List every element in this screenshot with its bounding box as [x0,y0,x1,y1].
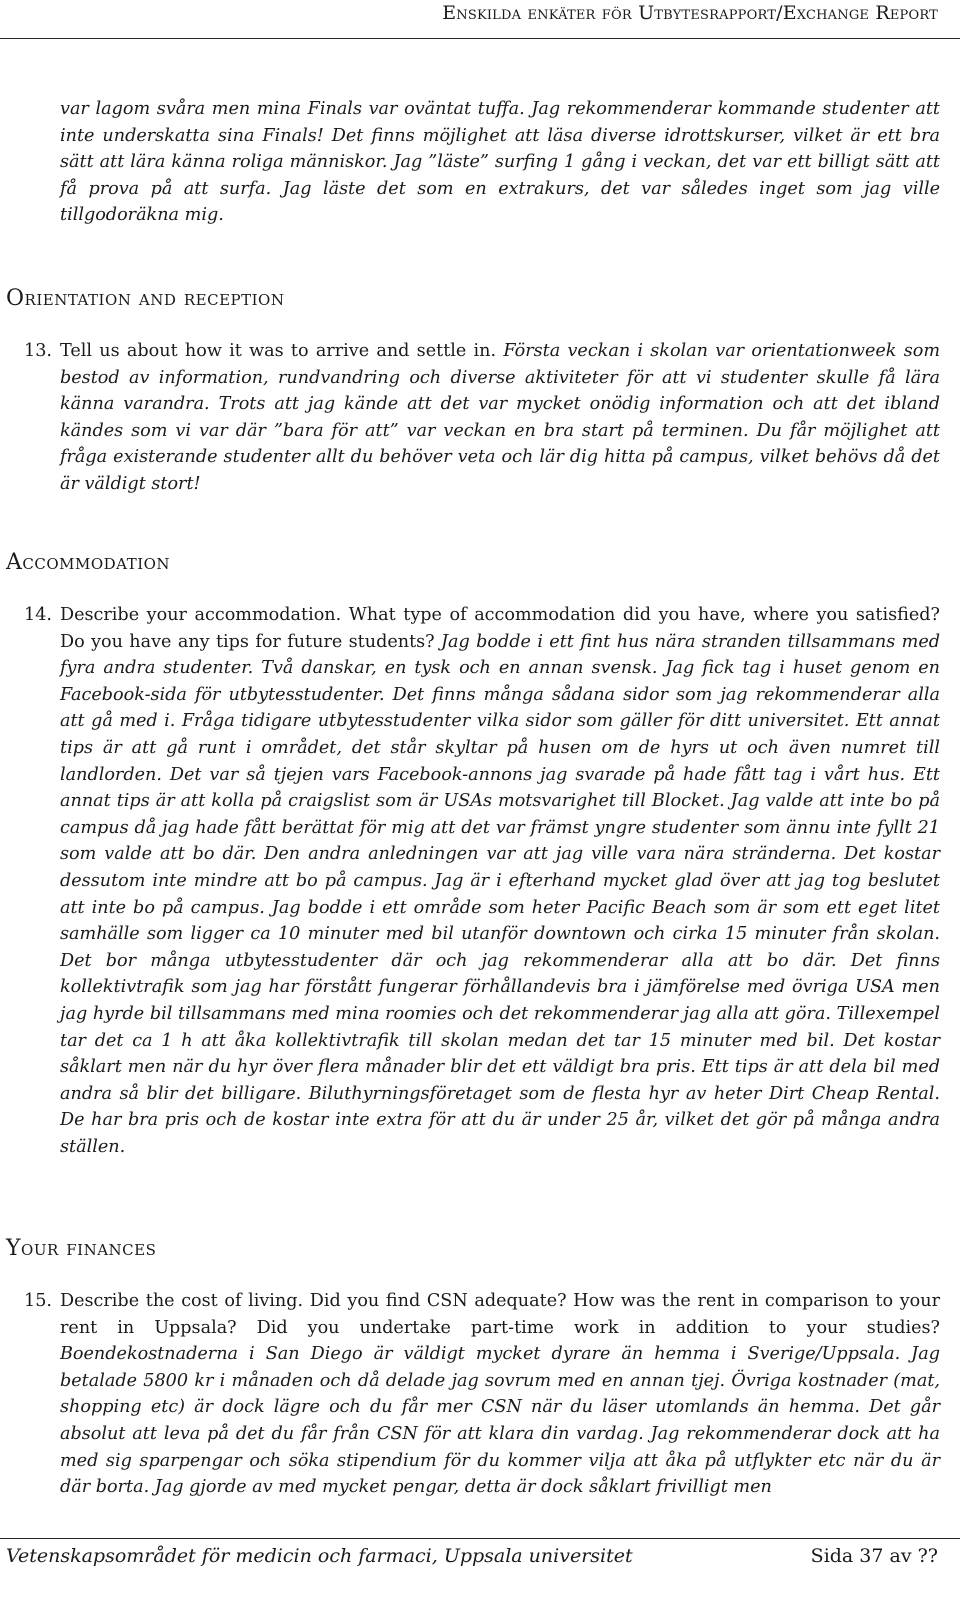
answer-text: Jag bodde i ett fint hus nära stranden tillsammans med fyra andra studenter. Två danskar, en tysk och en annan svensk. Jag fick tag i huset genom en Facebook-sida för utbytesstudenter. Det finns många sådana sidor som jag rekommenderar alla att gå med i. Fråga tidigare utbytesstudenter vilka sidor som gäller för ditt universitet. Ett annat tips är att gå runt i området, det står skyltar på husen om de hyrs ut och även numret till landlorden. Det var så tjejen vars Facebook-annons jag svarade på hade fått tag i vårt hus. Ett annat tips är att kolla på craigslist som är USAs motsvarighet till Blocket. Jag valde att inte bo på campus då jag hade fått berättat för mig att det var främst yngre studenter som ännu inte fyllt 21 som valde att bo där. Den andra anledningen var att jag ville vara nära stränderna. Det kostar dessutom inte mindre att bo på campus. Jag är i efterhand mycket glad över att jag tog beslutet att inte bo på campus. Jag bodde i ett område som heter Pacific Beach som är som ett eget litet samhälle som ligger ca 10 minuter med bil utanför downtown och cirka 15 minuter från skolan. Det bor många utbytesstudenter där och jag rekommenderar alla att bo där. Det finns kollektivtrafik som jag har förstått fungerar förhållandevis bra i jämförelse med övriga USA men jag hyrde bil tillsammans med mina roomies och det rekommenderar jag alla att göra. Tillexempel tar det ca 1 h att åka kollektivtrafik till skolan medan det tar 15 minuter med bil. Det kostar såklart men när du hyr över flera månader blir det ett väldigt bra pris. Ett tips är att dela bil med andra så blir det billigare. Biluthyrningsföretaget som de flesta hyr av heter Dirt Cheap Rental. De har bra pris och de kostar inte extra för att du är under 25 år, vilket det gör på många andra ställen. [60,631,940,1157]
question-number: 13. [24,341,52,361]
question-13 [24,338,940,498]
page-header-title: Enskilda enkäter för Utbytesrapport/Exchange Report [442,2,938,24]
intro-paragraph: var lagom svåra men mina Finals var oväntat tuffa. Jag rekommenderar kommande studenter att inte underskatta sina Finals! Det finns möjlighet att läsa diverse idrottskurser, vilket är ett bra sätt att lära känna roliga människor. Jag ”läste” surfing 1 gång i veckan, det var ett billigt sätt att få prova på att surfa. Jag läste det som en extrakurs, det var således inget som jag ville tillgodoräkna mig. [60,99,940,226]
question-number: 15. [24,1291,52,1311]
section-heading-orientation: Orientation and reception [6,286,285,311]
footer-page-number: Sida 37 av ?? [810,1545,938,1567]
question-text: Describe the cost of living. Did you find CSN adequate? How was the rent in comparison to your rent in Uppsala? Did you undertake part-time work in addition to your studies? [60,1291,940,1338]
question-number: 14. [24,605,52,625]
question-14 [24,602,940,1160]
section-heading-accommodation: Accommodation [6,550,171,575]
question-15 [24,1288,940,1501]
header-divider [0,38,960,39]
section-heading-finances: Your finances [6,1236,157,1261]
question-text: Describe your accommodation. What type of accommodation did you have, where you satisfied? Do you have any tips for future students? [60,605,940,652]
footer-institution: Vetenskapsområdet för medicin och farmaci, Uppsala universitet [6,1545,633,1567]
footer-divider [0,1538,960,1539]
answer-text: Första veckan i skolan var orientationweek som bestod av information, rundvandring och diverse aktiviteter för att vi studenter skulle få lära känna varandra. Trots att jag kände att det var mycket onödig information och att det ibland kändes som vi var där ”bara för att” var veckan en bra start på terminen. Du får möjlighet att fråga existerande studenter allt du behöver veta och lär dig hitta på campus, vilket behövs då det är väldigt stort! [60,341,940,494]
answer-text: Boendekostnaderna i San Diego är väldigt mycket dyrare än hemma i Sverige/Uppsala. Jag betalade 5800 kr i månaden och då delade jag sovrum med en annan tjej. Övriga kostnader (mat, shopping etc) är dock lägre och du får mer CSN när du läser utomlands än hemma. Det går absolut att leva på det du får från CSN för att klara din vardag. Jag rekommenderar dock att ha med sig sparpengar och söka stipendium för du kommer vilja att åka på utflykter etc när du är där borta. Jag gjorde av med mycket pengar, detta är dock såklart frivilligt men [60,1344,940,1498]
question-text: Tell us about how it was to arrive and settle in. [60,341,497,361]
